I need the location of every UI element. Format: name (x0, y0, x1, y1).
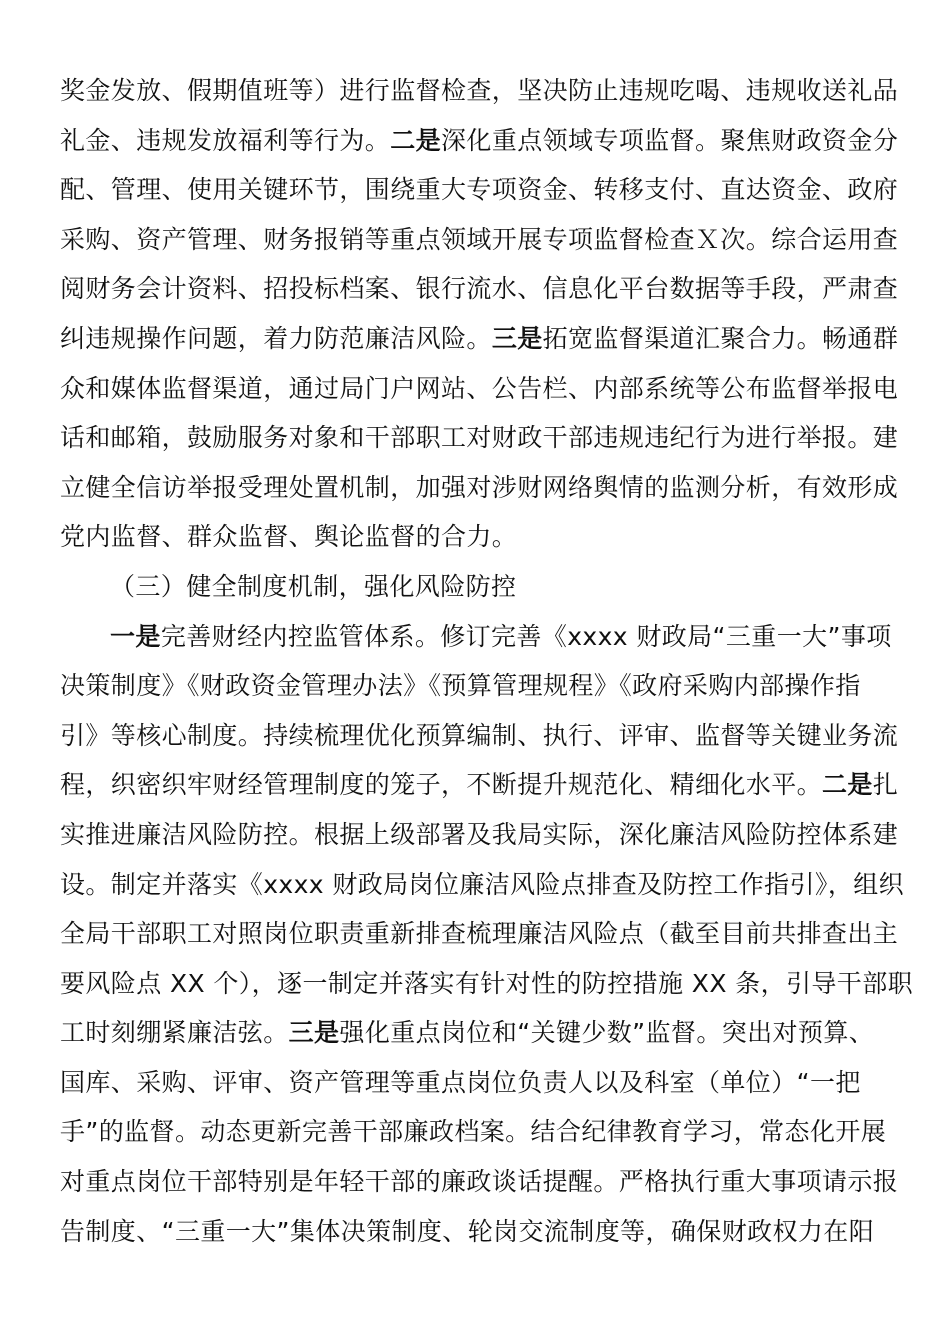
text-line (60, 364, 899, 414)
text-run: 强化重点岗位和“关键少数”监督。突出对预算、 (339, 1018, 875, 1048)
text-line (60, 760, 899, 810)
text-run: 程，织密织牢财经管理制度的笼子，不断提升规范化、精细化水平。 (60, 770, 823, 800)
text-run: 拓宽监督渠道汇聚合力。畅通群 (542, 323, 899, 353)
text-line (60, 860, 905, 910)
bold-label: 三是 (491, 323, 543, 353)
text-line (60, 512, 890, 562)
text-line (60, 959, 913, 1009)
text-line (60, 463, 899, 513)
text-line (60, 1207, 890, 1257)
text-run: 扎 (872, 770, 899, 800)
text-run: 礼金、违规发放福利等行为。 (60, 125, 391, 155)
text-line (60, 562, 890, 612)
text-line (60, 314, 899, 364)
text-run: 奖金发放、假期值班等）进行监督检查，坚决防止违规吃喝、违规收送礼品 (60, 76, 899, 105)
text-line (60, 1008, 890, 1058)
text-run: 纠违规操作问题，着力防范廉洁风险。 (60, 323, 492, 353)
text-run: 决策制度》《财政资金管理办法》《预算管理规程》《政府采购内部操作指 (60, 671, 861, 701)
text-run: 深化重点领域专项监督。聚焦财政资金分 (441, 125, 899, 155)
text-run: 配、管理、使用关键环节，围绕重大专项资金、转移支付、直达资金、政府 (60, 175, 899, 205)
text-run: 引》等核心制度。持续梳理优化预算编制、执行、评审、监督等关键业务流 (60, 720, 899, 750)
document-page (60, 66, 913, 1256)
text-run: 采购、资产管理、财务报销等重点领域开展专项监督检查Ｘ次。综合运用查 (60, 224, 899, 254)
text-line (60, 1058, 890, 1108)
text-run: 实推进廉洁风险防控。根据上级部署及我局实际，深化廉洁风险防控体系建 (60, 819, 899, 849)
text-line (60, 661, 890, 711)
text-line (60, 1157, 899, 1207)
text-line (60, 165, 899, 215)
text-run: 党内监督、群众监督、舆论监督的合力。 (60, 522, 518, 552)
bold-label: 二是 (390, 125, 442, 155)
text-run: 话和邮箱，鼓励服务对象和干部职工对财政干部违规违纪行为进行举报。建 (60, 423, 899, 453)
text-run: 对重点岗位干部特别是年轻干部的廉政谈话提醒。严格执行重大事项请示报 (60, 1167, 899, 1197)
bold-label: 二是 (822, 770, 873, 800)
text-run: 工时刻绷紧廉洁弦。 (60, 1018, 289, 1048)
text-line (60, 413, 899, 463)
bold-label: 一是 (110, 621, 161, 651)
text-line (60, 1107, 890, 1157)
text-run: 完善财经内控监管体系。修订完善《xxxx 财政局“三重一大”事项 (160, 621, 892, 651)
text-run: 告制度、“三重一大”集体决策制度、轮岗交流制度等，确保财政权力在阳 (60, 1216, 875, 1246)
text-run: 众和媒体监督渠道，通过局门户网站、公告栏、内部系统等公布监督举报电 (60, 373, 899, 403)
text-line (60, 711, 899, 761)
text-run: 国库、采购、评审、资产管理等重点岗位负责人以及科室（单位）“一把 (60, 1067, 861, 1097)
text-line (60, 215, 899, 265)
text-line (60, 66, 899, 116)
text-run: （三）健全制度机制，强化风险防控 (110, 571, 517, 601)
text-run: 全局干部职工对照岗位职责重新排查梳理廉洁风险点（截至目前共排查出主 (60, 919, 899, 949)
text-run: 设。制定并落实《xxxx 财政局岗位廉洁风险点排查及防控工作指引》，组织 (60, 869, 905, 899)
text-line (60, 116, 899, 166)
bold-label: 三是 (288, 1018, 340, 1048)
text-run: 立健全信访举报受理处置机制，加强对涉财网络舆情的监测分析，有效形成 (60, 472, 899, 502)
text-line (60, 612, 890, 662)
text-run: 阅财务会计资料、招投标档案、银行流水、信息化平台数据等手段，严肃查 (60, 274, 899, 304)
text-line (60, 264, 899, 314)
text-line (60, 810, 899, 860)
text-run: 手”的监督。动态更新完善干部廉政档案。结合纪律教育学习，常态化开展 (60, 1117, 887, 1147)
text-run: 要风险点 XX 个），逐一制定并落实有针对性的防控措施 XX 条，引导干部职 (60, 968, 913, 998)
text-line (60, 909, 899, 959)
